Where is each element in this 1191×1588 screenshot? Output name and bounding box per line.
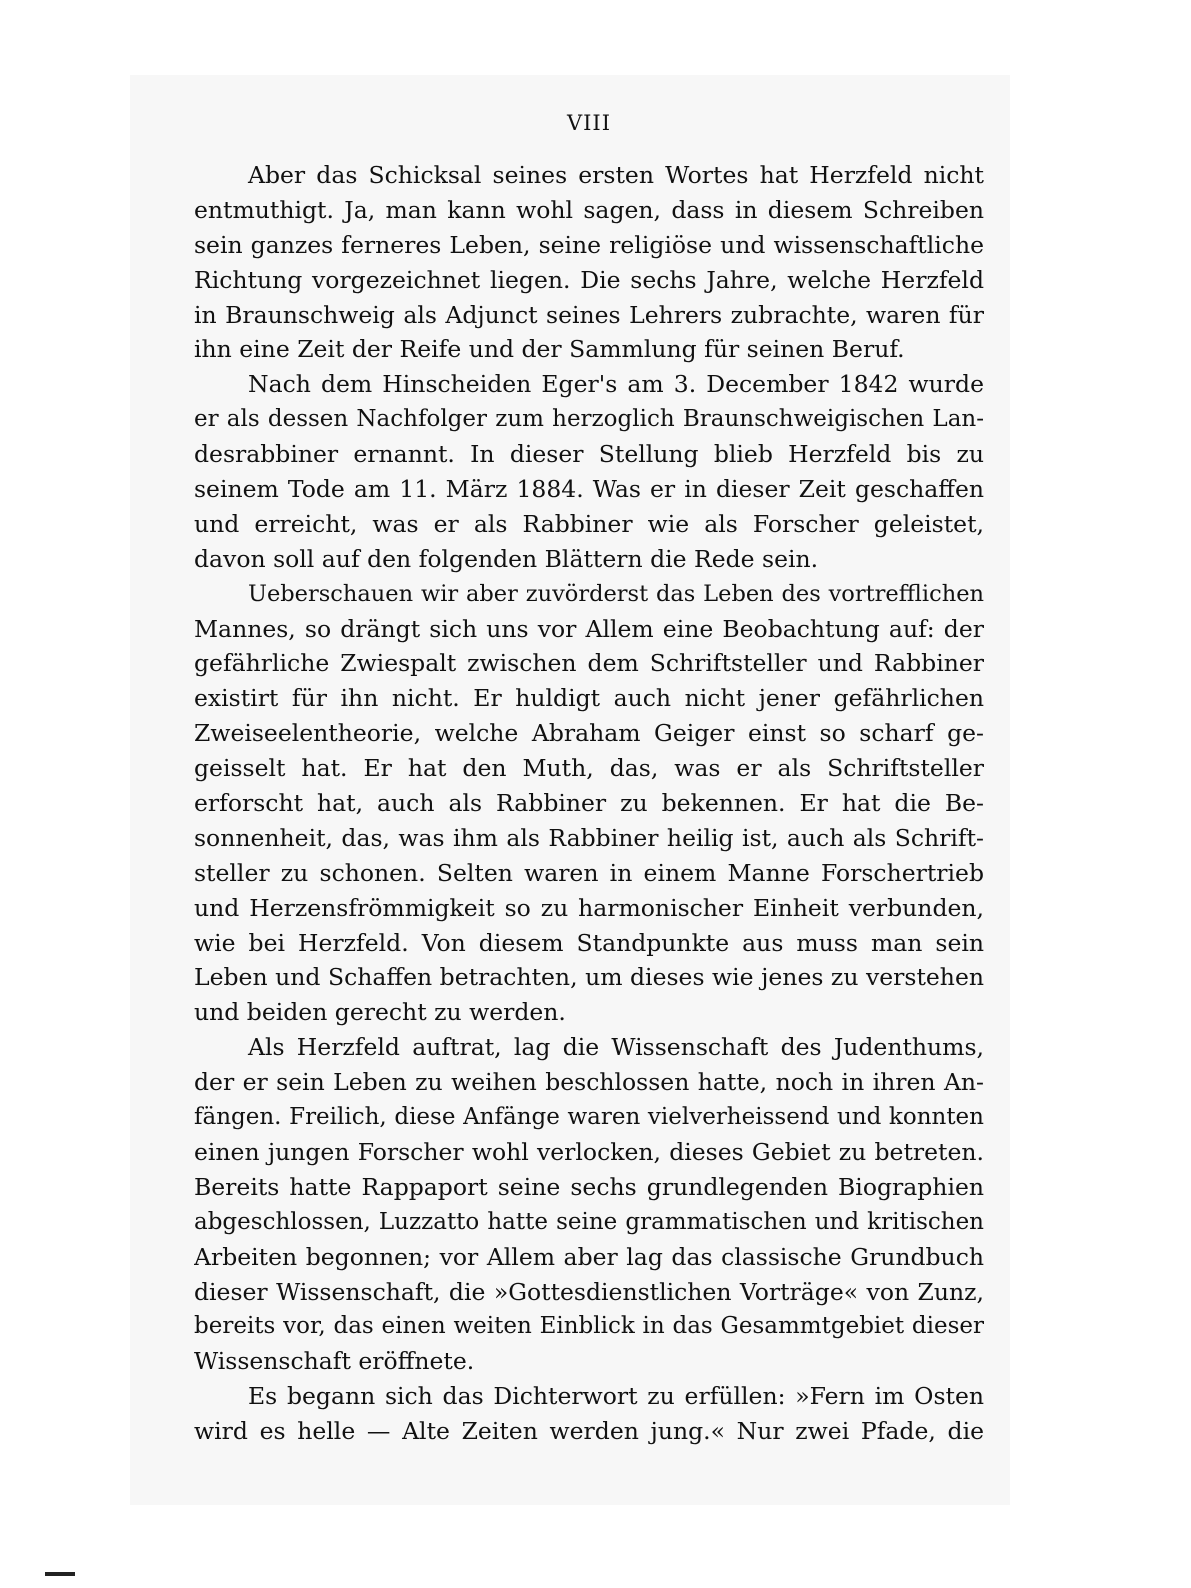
text-line: Leben und Schaffen betrachten, um dieses wie jenes zu verstehen xyxy=(194,963,984,992)
text-line: ihn eine Zeit der Reife und der Sammlung für seinen Beruf. xyxy=(194,335,905,364)
text-line: desrabbiner ernannt. In dieser Stellung blieb Herzfeld bis zu xyxy=(194,440,984,469)
body-text xyxy=(194,158,984,1449)
text-line: abgeschlossen, Luzzatto hatte seine grammatischen und kritischen xyxy=(194,1208,984,1235)
text-line: fängen. Freilich, diese Anfänge waren vielverheissend und konnten xyxy=(194,1104,984,1131)
text-line: Aber das Schicksal seines ersten Wortes hat Herzfeld nicht xyxy=(248,161,984,189)
text-line: bereits vor, das einen weiten Einblick in das Gesammtgebiet dieser xyxy=(194,1313,984,1340)
text-line: seinem Tode am 11. März 1884. Was er in dieser Zeit geschaffen xyxy=(194,475,984,504)
text-line: wird es helle — Alte Zeiten werden jung.« Nur zwei Pfade, die xyxy=(194,1417,984,1446)
scan-corner-mark xyxy=(45,1572,75,1576)
text-line: Bereits hatte Rappaport seine sechs grundlegenden Biographien xyxy=(194,1172,984,1201)
text-line: Ueberschauen wir aber zuvörderst das Leben des vortrefflichen xyxy=(248,580,984,607)
text-line: dieser Wissenschaft, die »Gottesdienstlichen Vorträge« von Zunz, xyxy=(194,1277,984,1306)
text-line: Wissenschaft eröffnete. xyxy=(194,1347,475,1376)
text-line: Arbeiten begonnen; vor Allem aber lag das classische Grundbuch xyxy=(194,1242,984,1271)
text-line: existirt für ihn nicht. Er huldigt auch nicht jener gefährlichen xyxy=(194,684,984,713)
text-line: Nach dem Hinscheiden Eger's am 3. December 1842 wurde xyxy=(248,370,984,399)
page-number: VIII xyxy=(566,111,612,135)
text-line: Als Herzfeld auftrat, lag die Wissenschaft des Judenthums, xyxy=(248,1033,984,1062)
text-line: erforscht hat, auch als Rabbiner zu bekennen. Er hat die Be- xyxy=(194,789,984,818)
text-line: Es begann sich das Dichterwort zu erfüllen: »Fern im Osten xyxy=(248,1382,984,1411)
book-page xyxy=(194,108,984,1449)
text-line: wie bei Herzfeld. Von diesem Standpunkte aus muss man sein xyxy=(194,928,984,957)
text-line: geisselt hat. Er hat den Muth, das, was er als Schriftsteller xyxy=(194,754,984,783)
text-line: Zweiseelentheorie, welche Abraham Geiger einst so scharf ge- xyxy=(194,719,984,748)
text-line: steller zu schonen. Selten waren in einem Manne Forschertrieb xyxy=(194,858,984,887)
text-line: Richtung vorgezeichnet liegen. Die sechs Jahre, welche Herzfeld xyxy=(194,265,984,294)
text-line: sonnenheit, das, was ihm als Rabbiner heilig ist, auch als Schrift- xyxy=(194,823,984,852)
text-line: sein ganzes ferneres Leben, seine religiöse und wissenschaftliche xyxy=(194,230,984,259)
text-line: einen jungen Forscher wohl verlocken, dieses Gebiet zu betreten. xyxy=(194,1137,984,1166)
text-line: in Braunschweig als Adjunct seines Lehrers zubrachte, waren für xyxy=(194,300,984,329)
text-line: er als dessen Nachfolger zum herzoglich Braunschweigischen Lan- xyxy=(194,406,984,433)
text-line: und erreicht, was er als Rabbiner wie als Forscher geleistet, xyxy=(194,509,984,538)
text-line: und Herzensfrömmigkeit so zu harmonischer Einheit verbunden, xyxy=(194,893,984,922)
text-line: der er sein Leben zu weihen beschlossen hatte, noch in ihren An- xyxy=(194,1068,984,1097)
text-line: davon soll auf den folgenden Blättern die Rede sein. xyxy=(194,544,819,573)
text-line: gefährliche Zwiespalt zwischen dem Schriftsteller und Rabbiner xyxy=(194,649,984,678)
text-line: Mannes, so drängt sich uns vor Allem eine Beobachtung auf: der xyxy=(194,614,984,643)
text-line: und beiden gerecht zu werden. xyxy=(194,998,566,1027)
text-line: entmuthigt. Ja, man kann wohl sagen, dass in diesem Schreiben xyxy=(194,195,984,224)
